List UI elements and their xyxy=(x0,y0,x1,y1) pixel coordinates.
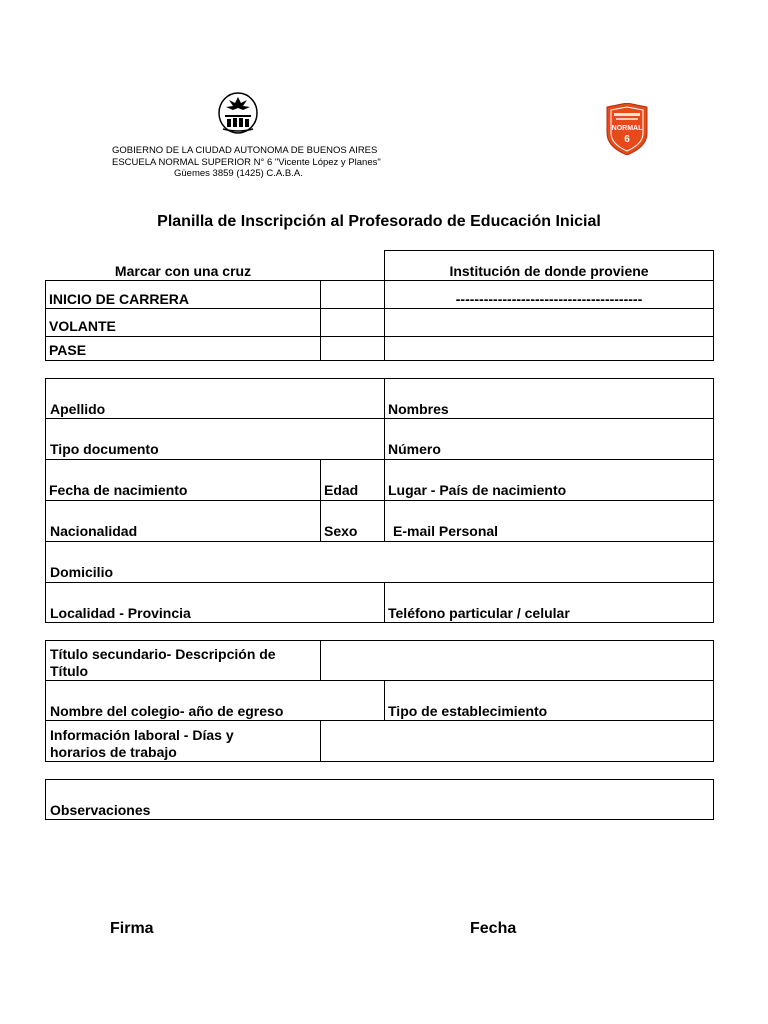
divider xyxy=(45,500,714,501)
fecha-label: Fecha xyxy=(470,920,517,937)
tipo-documento-label: Tipo documento xyxy=(50,441,159,457)
checkbox-inicio-de-carrera[interactable] xyxy=(322,282,382,306)
info-laboral-field[interactable] xyxy=(322,722,712,760)
row-volante: VOLANTE xyxy=(49,318,116,334)
divider xyxy=(320,280,321,361)
sexo-label: Sexo xyxy=(324,523,358,539)
tipo-establecimiento-label: Tipo de establecimiento xyxy=(388,703,548,719)
page-title: Planilla de Inscripción al Profesorado de Educación Inicial xyxy=(157,213,601,230)
institution-header: Institución de donde proviene xyxy=(449,263,649,279)
fecha-nacimiento-label: Fecha de nacimiento xyxy=(49,482,188,498)
checkbox-pase[interactable] xyxy=(322,338,382,359)
divider xyxy=(45,308,714,309)
divider xyxy=(384,459,385,541)
school-badge-logo xyxy=(605,103,649,155)
titulo-secundario-field[interactable] xyxy=(322,642,712,678)
nacionalidad-label: Nacionalidad xyxy=(50,523,138,539)
divider xyxy=(320,720,321,762)
row-pase: PASE xyxy=(49,342,87,358)
badge-number-text: 6 xyxy=(624,134,630,145)
city-coat-of-arms-logo xyxy=(217,91,259,135)
institution-dashes: ---------------------------------------- xyxy=(455,291,643,307)
divider xyxy=(45,459,714,460)
numero-label: Número xyxy=(388,441,441,457)
divider xyxy=(45,336,714,337)
institution-field-pase[interactable] xyxy=(386,338,712,359)
firma-label: Firma xyxy=(110,920,154,937)
nombre-colegio-label: Nombre del colegio- año de egreso xyxy=(50,703,284,719)
divider xyxy=(384,582,385,623)
divider xyxy=(45,418,714,419)
info-laboral-label: Información laboral - Días y horarios de trabajo xyxy=(50,727,234,760)
edad-label: Edad xyxy=(324,482,359,498)
row-inicio-de-carrera: INICIO DE CARRERA xyxy=(49,291,190,307)
divider xyxy=(384,378,385,459)
header-address-line: Güemes 3859 (1425) C.A.B.A. xyxy=(174,168,303,179)
domicilio-label: Domicilio xyxy=(50,564,114,580)
divider xyxy=(384,680,385,720)
telefono-label: Teléfono particular / celular xyxy=(388,605,570,621)
divider xyxy=(320,459,321,541)
divider xyxy=(45,680,714,681)
divider xyxy=(45,541,714,542)
header-school-line: ESCUELA NORMAL SUPERIOR N° 6 "Vicente López y Planes" xyxy=(112,157,381,168)
badge-normal-text: NORMAL xyxy=(611,125,643,132)
email-label: E-mail Personal xyxy=(393,523,499,539)
divider xyxy=(320,640,321,680)
observaciones-label: Observaciones xyxy=(50,802,151,818)
localidad-label: Localidad - Provincia xyxy=(50,605,191,621)
mark-with-cross-header: Marcar con una cruz xyxy=(114,263,252,279)
apellido-label: Apellido xyxy=(50,401,106,417)
header-government-line: GOBIERNO DE LA CIUDAD AUTONOMA DE BUENOS AIRES xyxy=(112,145,378,156)
titulo-secundario-label: Título secundario- Descripción de Título xyxy=(50,646,276,679)
institution-field-volante[interactable] xyxy=(386,310,712,334)
divider xyxy=(45,582,714,583)
checkbox-volante[interactable] xyxy=(322,310,382,334)
lugar-pais-label: Lugar - País de nacimiento xyxy=(388,482,567,498)
divider xyxy=(45,720,714,721)
nombres-label: Nombres xyxy=(388,401,449,417)
